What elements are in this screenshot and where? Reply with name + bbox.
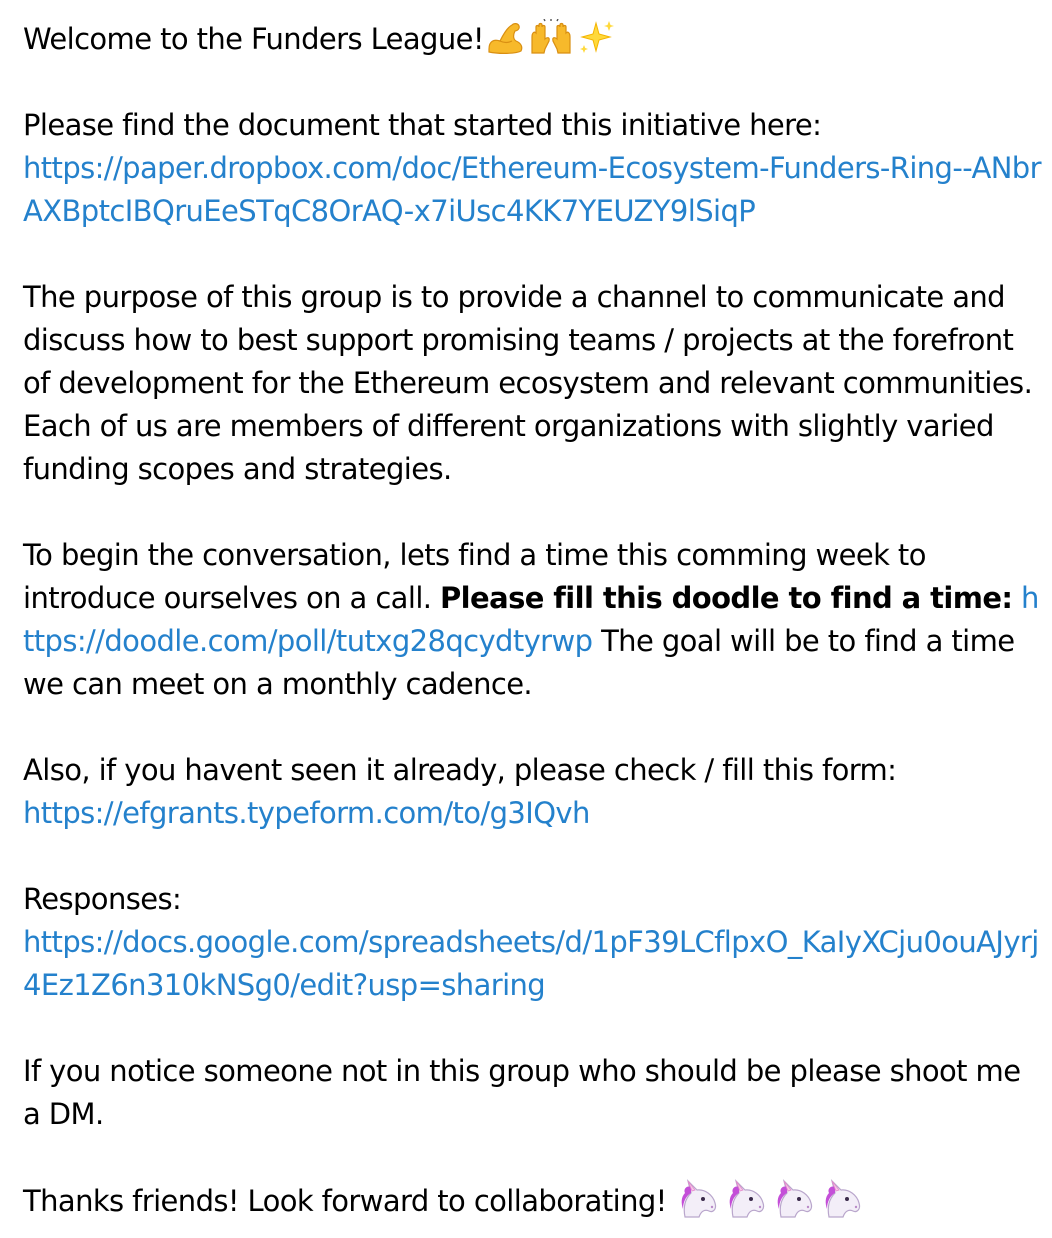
unicorn-emoji-group — [677, 1179, 863, 1231]
raising-hands-icon — [528, 19, 574, 55]
unicorn-icon — [821, 1179, 863, 1231]
unicorn-icon — [677, 1179, 719, 1231]
doodle-poll-link[interactable]: https://doodle.com/poll/tutxg28qcydtyrwp — [23, 581, 1039, 658]
responses-label: Responses: — [23, 882, 182, 916]
begin-paragraph — [23, 534, 1043, 706]
dropbox-doc-link[interactable]: https://paper.dropbox.com/doc/Ethereum-Ecosystem-Funders-Ring--ANbrAXBptcIBQruEeSTqC8OrAQ-x7iUsc4KK7YEUZY9lSiqP — [23, 151, 1041, 228]
responses-paragraph — [23, 878, 1043, 1007]
thanks-text: Thanks friends! Look forward to collaborating! — [23, 1184, 667, 1218]
thanks-paragraph — [23, 1179, 1043, 1231]
welcome-line — [23, 18, 1043, 61]
doc-paragraph — [23, 104, 1043, 233]
begin-text: To begin the conversation, lets find a time this comming week to introduce ourselves on a call. — [23, 538, 926, 615]
doodle-instruction: Please fill this doodle to find a time: — [440, 581, 1013, 615]
notice-paragraph: If you notice someone not in this group who should be please shoot me a DM. — [23, 1054, 1021, 1131]
form-intro-text: Also, if you havent seen it already, please check / fill this form: — [23, 753, 897, 787]
chat-message — [23, 18, 1043, 1231]
sparkles-icon — [576, 19, 616, 55]
welcome-text: Welcome to the Funders League! — [23, 22, 484, 56]
purpose-paragraph: The purpose of this group is to provide a channel to communicate and discuss how to best support promising teams / projects at the forefront of development for the Ethereum ecosystem and relevant communities. Each of us are members of different organizations with slightly varied funding scopes and strategies. — [23, 280, 1033, 486]
typeform-link[interactable]: https://efgrants.typeform.com/to/g3IQvh — [23, 796, 590, 830]
responses-spreadsheet-link[interactable]: https://docs.google.com/spreadsheets/d/1pF39LCflpxO_KaIyXCju0ouAJyrj4Ez1Z6n310kNSg0/edit?usp=sharing — [23, 925, 1039, 1002]
goal-text: The goal will be to find a time we can meet on a monthly cadence. — [23, 624, 1015, 701]
flexed-biceps-icon — [486, 19, 526, 55]
form-paragraph — [23, 749, 1043, 835]
doc-intro-text: Please find the document that started this initiative here: — [23, 108, 822, 142]
unicorn-icon — [773, 1179, 815, 1231]
unicorn-icon — [725, 1179, 767, 1231]
